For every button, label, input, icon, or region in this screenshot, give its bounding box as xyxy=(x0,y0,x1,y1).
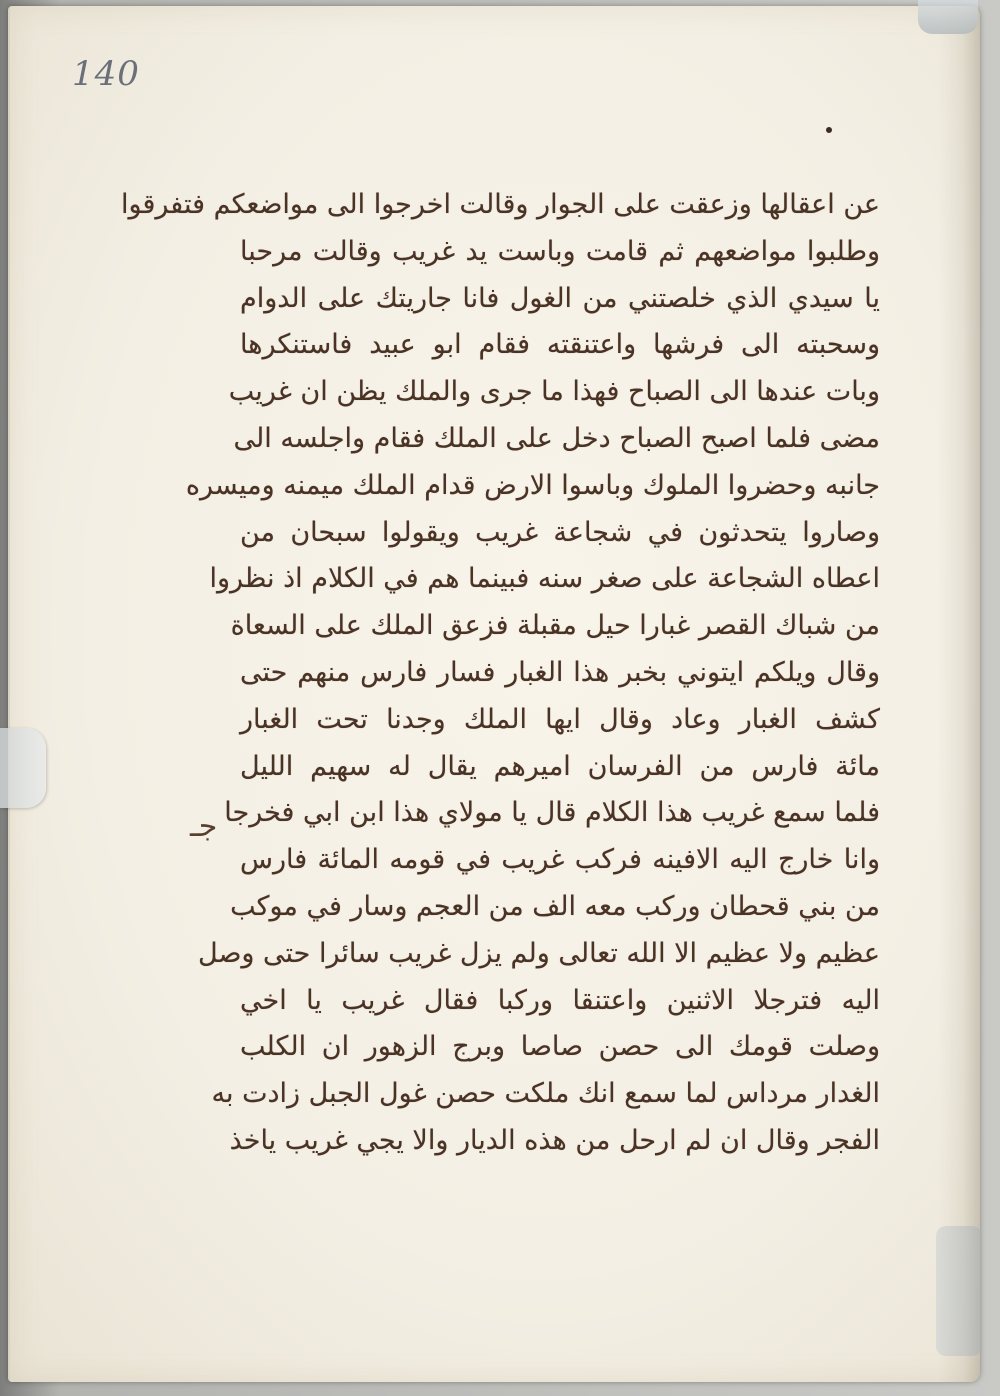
margin-note: جـ xyxy=(190,809,218,844)
folio-number: 140 xyxy=(72,54,140,94)
text-line: عظيم ولا عظيم الا الله تعالى ولم يزل غريب سائرا حتى وصل xyxy=(198,937,880,969)
text-line: وسحبته الى فرشها واعتنقته فقام ابو عبيد فاستنكرها xyxy=(240,329,880,361)
page-edge-shadow xyxy=(938,6,980,1382)
scanner-clip-left xyxy=(0,728,46,808)
text-line: اليه فترجلا الاثنين واعتنقا وركبا فقال غريب يا اخي xyxy=(240,984,880,1016)
text-line: وبات عندها الى الصباح فهذا ما جرى والملك يظن ان غريب xyxy=(228,376,880,408)
ink-dot xyxy=(826,127,832,133)
text-line: كشف الغبار وعاد وقال ايها الملك وجدنا تحت الغبار xyxy=(240,703,880,735)
text-line: فلما سمع غريب هذا الكلام قال يا مولاي هذا ابن ابي فخرجا xyxy=(224,797,880,829)
text-line: مائة فارس من الفرسان اميرهم يقال له سهيم الليل xyxy=(240,750,880,782)
text-line: الفجر وقال ان لم ارحل من هذه الديار والا يجي غريب ياخذ xyxy=(229,1124,880,1156)
text-line: وصلت قومك الى حصن صاصا وبرج الزهور ان الكلب xyxy=(240,1031,880,1063)
text-line: مضى فلما اصبح الصباح دخل على الملك فقام واجلسه الى xyxy=(233,422,880,454)
text-line: وطلبوا مواضعهم ثم قامت وباست يد غريب وقالت مرحبا xyxy=(240,235,880,267)
text-line: اعطاه الشجاعة على صغر سنه فبينما هم في الكلام اذ نظروا xyxy=(209,563,880,595)
manuscript-page xyxy=(8,6,980,1382)
text-line: وانا خارج اليه الافينه فركب غريب في قومه المائة فارس xyxy=(240,844,880,876)
scanner-clip-top xyxy=(918,0,978,34)
scanner-clip-right xyxy=(936,1226,982,1356)
text-line: عن اعقالها وزعقت على الجوار وقالت اخرجوا الى مواضعكم فتفرقوا xyxy=(121,189,880,220)
text-line: يا سيدي الذي خلصتني من الغول فانا جاريتك على الدوام xyxy=(240,282,880,314)
text-line: وصاروا يتحدثون في شجاعة غريب ويقولوا سبحان من xyxy=(240,516,880,548)
text-line: من بني قحطان وركب معه الف من العجم وسار في موكب xyxy=(230,890,880,922)
text-line: وقال ويلكم ايتوني بخبر هذا الغبار فسار فارس منهم حتى xyxy=(240,656,880,688)
text-line: جانبه وحضروا الملوك وباسوا الارض قدام الملك ميمنه وميسره xyxy=(185,469,880,501)
text-line: من شباك القصر غبارا حيل مقبلة فزعق الملك على السعاة xyxy=(230,610,880,642)
text-line: الغدار مرداس لما سمع انك ملكت حصن غول الجبل زادت به xyxy=(211,1078,880,1110)
